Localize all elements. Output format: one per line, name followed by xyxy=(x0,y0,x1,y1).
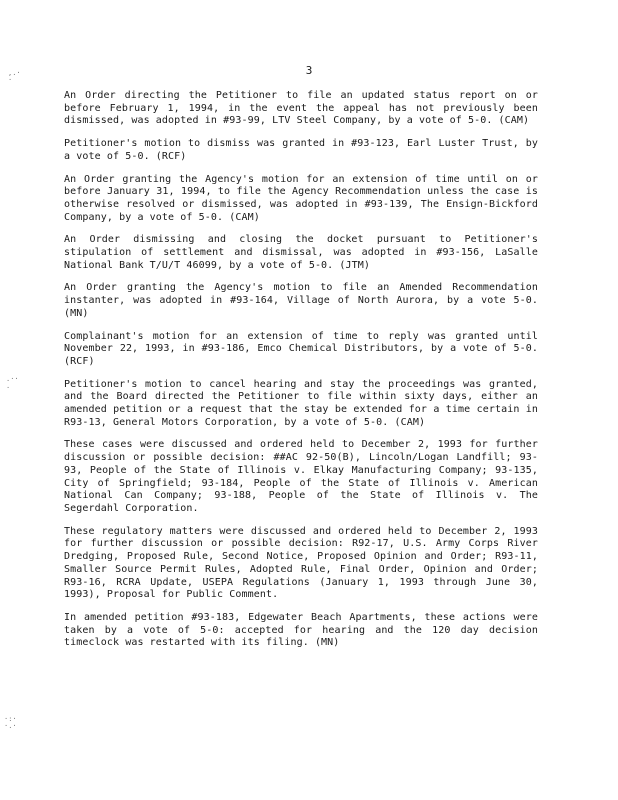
paragraph-motion-93-123: Petitioner's motion to dismiss was granted in #93-123, Earl Luster Trust, by a vote of 5-0. (RCF) xyxy=(64,138,538,162)
paragraph-motion-r93-13: Petitioner's motion to cancel hearing and stay the proceedings was granted, and the Board directed the Petitioner to file within sixty days, either an amended petition or a request that the stay be extended for a time certain in R93-13, General Motors Corporation, by a vote of 5-0. (CAM) xyxy=(64,378,538,428)
paragraph-regulatory-held: These regulatory matters were discussed and ordered held to December 2, 1993 for further discussion or possible decision: R92-17, U.S. Army Corps River Dredging, Proposed Rule, Second Notice, Proposed Opinion and Order; R93-11, Smaller Source Permit Rules, Adopted Rule, Final Order, Opinion and Order; R93-16, RCRA Update, USEPA Regulations (January 1, 1993 through June 30, 1993), Proposal for Public Comment. xyxy=(64,525,538,601)
paragraph-cases-held: These cases were discussed and ordered held to December 2, 1993 for further discussion or possible decision: ##AC 92-50(B), Lincoln/Logan Landfill; 93-93, People of the State of Illinois v. Elkay Manufacturing Company; 93-135, City of Springfield; 93-184, People of the State of Illinois v. American National Can Company; 93-188, People of the State of Illinois v. The Segerdahl Corporation. xyxy=(64,439,538,514)
paragraph-order-93-99: An Order directing the Petitioner to file an updated status report on or before February 1, 1994, in the event the appeal has not previously been dismissed, was adopted in #93-99, LTV Steel Company, by a vote of 5-0. (CAM) xyxy=(64,90,538,127)
scan-artifact-mark: .·· . xyxy=(6,375,19,390)
paragraph-order-93-164: An Order granting the Agency's motion to file an Amended Recommendation instanter, was adopted in #93-164, Village of North Aurora, by a vote 5-0. (MN) xyxy=(64,282,538,319)
scan-artifact-mark: ·:· ·.· xyxy=(4,715,17,730)
scan-artifact-mark: ,.· · xyxy=(8,69,21,84)
paragraph-order-93-156: An Order dismissing and closing the docket pursuant to Petitioner's stipulation of settlement and dismissal, was adopted in #93-156, LaSalle National Bank T/U/T 46099, by a vote of 5-0. (JTM) xyxy=(64,234,538,271)
paragraph-order-93-139: An Order granting the Agency's motion for an extension of time until on or before January 31, 1994, to file the Agency Recommendation unless the case is otherwise resolved or dismissed, was adopted in #93-139, The Ensign-Bickford Company, by a vote of 5-0. (CAM) xyxy=(64,173,538,223)
page-number: 3 xyxy=(305,64,313,77)
paragraph-amended-93-183: In amended petition #93-183, Edgewater Beach Apartments, these actions were taken by a vote of 5-0: accepted for hearing and the 120 day decision timeclock was restarted with its filing. (MN) xyxy=(64,611,538,649)
minutes-body xyxy=(64,90,538,660)
paragraph-motion-93-186: Complainant's motion for an extension of time to reply was granted until November 22, 1993, in #93-186, Emco Chemical Distributors, by a vote of 5-0. (RCF) xyxy=(64,330,538,367)
